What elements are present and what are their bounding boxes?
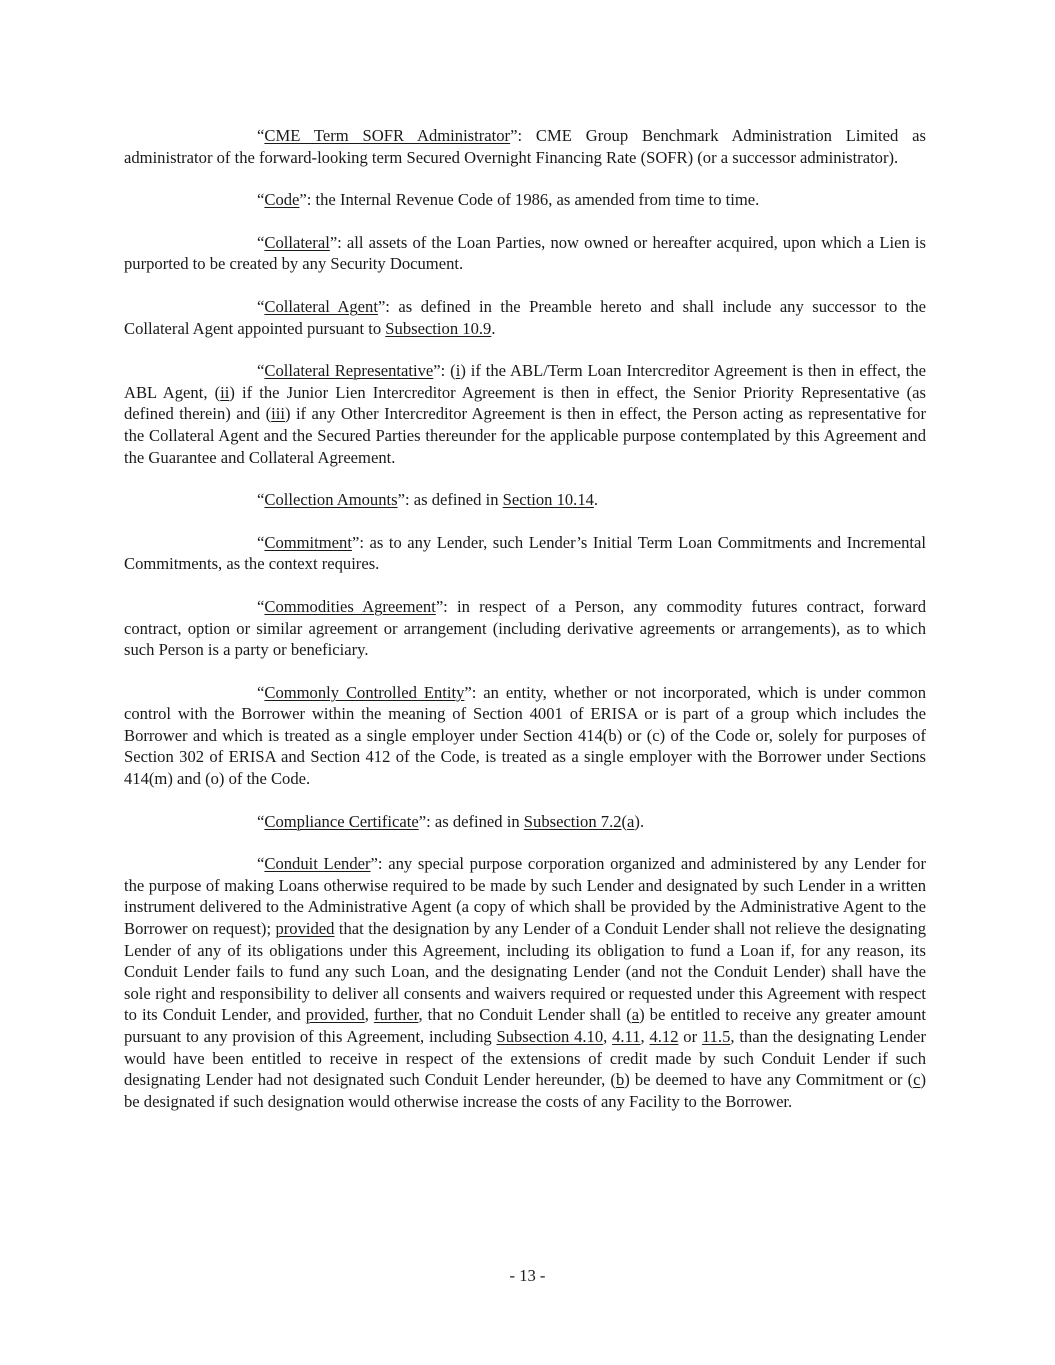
defined-term: Conduit Lender xyxy=(264,854,371,874)
definition-text: ”: as to any Lender, such Lender’s Initial Term Loan Commitments and Incremental Commitments, as the context requires. xyxy=(124,532,926,574)
definition-text: ). xyxy=(634,811,645,831)
defined-term: Collateral Representative xyxy=(264,361,434,381)
defined-term: Commonly Controlled Entity xyxy=(264,682,465,702)
defined-term: CME Term SOFR Administrator xyxy=(264,126,511,145)
definition-text: ) be entitled to receive any greater amount pursuant to any provision of this Agreement, including xyxy=(124,1005,927,1046)
page-number: - 13 - xyxy=(509,1266,546,1285)
definition-text: ”: all assets of the Loan Parties, now owned or hereafter acquired, upon which a Lien is purported to be created by any Security Document. xyxy=(124,232,926,274)
cross-reference: provided xyxy=(275,919,335,939)
cross-reference: 4.11 xyxy=(612,1027,641,1046)
defined-term: Collection Amounts xyxy=(264,490,398,510)
definition-text: . xyxy=(491,318,496,338)
definition-text: ) be designated if such designation would otherwise increase the costs of any Facility to the Borrower. xyxy=(124,1070,927,1111)
cross-reference: further xyxy=(373,1005,419,1025)
cross-reference: i xyxy=(455,361,461,381)
definition-text: ”: any special purpose corporation organized and administered by any Lender for the purpose of making Loans otherwise required to be made by such Lender and designated by such Lender in a written instrument delivered to the Administrative Agent (a copy of which shall be provided by the Administrative Agent to the Borrower on request); xyxy=(124,854,926,939)
definition-text: ”: as defined in the Preamble hereto and shall include any successor to the Collateral Agent appointed pursuant to xyxy=(124,296,927,338)
cross-reference: 4.12 xyxy=(649,1027,679,1046)
defined-term: Code xyxy=(264,190,300,210)
cross-reference: iii xyxy=(271,404,285,424)
definition-text: ”: CME Group Benchmark Administration Limited as administrator of the forward-looking term Secured Overnight Financing Rate (SOFR) (or a successor administrator). xyxy=(124,126,926,167)
defined-term: Collateral Agent xyxy=(264,296,378,316)
definition-text: ”: as defined in xyxy=(418,811,524,831)
definition-text: , xyxy=(640,1027,650,1046)
definition-text: , that no Conduit Lender shall ( xyxy=(418,1005,632,1025)
definition-paragraph: “Collateral Representative”: (i) if the ABL/Term Loan Intercreditor Agreement is then in effect, the ABL Agent, (ii) if the Junior Lien Intercreditor Agreement is then in effect, the Senior Priority Representative (as defined therein) and (iii) if any Other Intercreditor Agreement is then in effect, the Person acting as representative for the Collateral Agent and the Secured Parties thereunder for the applicable purpose contemplated by this Agreement and the Guarantee and Collateral Agreement. xyxy=(124,361,927,467)
definition-paragraph: “Collection Amounts”: as defined in Section 10.14. xyxy=(257,490,599,510)
definitions-list xyxy=(124,125,926,1133)
definition-text: ”: ( xyxy=(433,361,456,381)
definition-paragraph: “Code”: the Internal Revenue Code of 1986, as amended from time to time. xyxy=(257,190,760,210)
defined-term: Commodities Agreement xyxy=(264,596,436,616)
definition-paragraph: “Collateral Agent”: as defined in the Preamble hereto and shall include any successor to the Collateral Agent appointed pursuant to Subsection 10.9. xyxy=(124,296,927,338)
definition-text: ) if any Other Intercreditor Agreement is then in effect, the Person acting as representative for the Collateral Agent and the Secured Parties thereunder for the applicable purpose contemplated by this Agreement and the Guarantee and Collateral Agreement. xyxy=(124,404,926,467)
cross-reference: b xyxy=(615,1070,625,1090)
cross-reference: 11.5 xyxy=(701,1027,731,1046)
definition-text: ) if the ABL/Term Loan Intercreditor Agreement is then in effect, the ABL Agent, ( xyxy=(124,361,926,402)
defined-term: Collateral xyxy=(264,232,330,252)
definition-text: ”: as defined in xyxy=(397,490,503,510)
definition-text: or xyxy=(678,1027,702,1046)
cross-reference: Subsection 7.2 xyxy=(523,811,622,831)
defined-term: Commitment xyxy=(264,532,352,552)
cross-reference: a xyxy=(631,1005,640,1025)
cross-reference: Section 10.14 xyxy=(502,490,594,510)
definition-text: , xyxy=(364,1005,374,1025)
cross-reference: provided xyxy=(305,1005,365,1025)
definition-text: ( xyxy=(621,811,628,831)
definition-paragraph: “Conduit Lender”: any special purpose corporation organized and administered by any Lender for the purpose of making Loans otherwise required to be made by such Lender and designated by such Lender in a written instrument delivered to the Administrative Agent (a copy of which shall be provided by the Administrative Agent to the Borrower on request); provided that the designation by any Lender of a Conduit Lender shall not relieve the designating Lender of any of its obligations under this Agreement, including its obligation to fund a Loan if, for any reason, its Conduit Lender fails to fund any such Loan, and the designating Lender (and not the Conduit Lender) shall have the sole right and responsibility to deliver all consents and waivers required or requested under this Agreement with respect to its Conduit Lender, and provided, further, that no Conduit Lender shall (a) be entitled to receive any greater amount pursuant to any provision of this Agreement, including Subsection 4.10, 4.11, 4.12 or 11.5, than the designating Lender would have been entitled to receive in respect of the extensions of credit made by such Conduit Lender if such designating Lender had not designated such Conduit Lender hereunder, (b) be deemed to have any Commitment or (c) be designated if such designation would otherwise increase the costs of any Facility to the Borrower. xyxy=(124,854,927,1111)
definition-text: . xyxy=(593,490,599,510)
definition-text: ) if the Junior Lien Intercreditor Agreement is then in effect, the Senior Priority Representative (as defined therein) and ( xyxy=(124,382,927,424)
cross-reference: Subsection 10.9 xyxy=(385,318,492,338)
definition-text: ”: in respect of a Person, any commodity futures contract, forward contract, option or similar agreement or arrangement (including derivative agreements or arrangements), as to which such Person is a party or beneficiary. xyxy=(124,596,926,660)
definition-text: ”: the Internal Revenue Code of 1986, as amended from time to time. xyxy=(299,190,760,210)
cross-reference: c xyxy=(913,1070,921,1090)
definition-text: , xyxy=(603,1027,613,1046)
definition-text: that the designation by any Lender of a Conduit Lender shall not relieve the designating Lender of any of its obligations under this Agreement, including its obligation to fund a Loan if, for any reason, its Conduit Lender fails to fund any such Loan, and the designating Lender (and not the Conduit Lender) shall have the sole right and responsibility to deliver all consents and waivers required or requested under this Agreement with respect to its Conduit Lender, and xyxy=(124,919,926,1025)
cross-reference: Subsection 4.10 xyxy=(496,1027,604,1046)
definition-paragraph: “CME Term SOFR Administrator”: CME Group Benchmark Administration Limited as administrator of the forward-looking term Secured Overnight Financing Rate (SOFR) (or a successor administrator). xyxy=(124,126,926,167)
definition-text: ) be deemed to have any Commitment or ( xyxy=(624,1070,914,1090)
defined-term: Compliance Certificate xyxy=(264,811,419,831)
definition-paragraph: “Commonly Controlled Entity”: an entity, whether or not incorporated, which is under common control with the Borrower within the meaning of Section 4001 of ERISA or is part of a group which includes the Borrower and which is treated as a single employer under Section 414(b) or (c) of the Code or, solely for purposes of Section 302 of ERISA and Section 412 of the Code, is treated as a single employer with the Borrower under Sections 414(m) and (o) of the Code. xyxy=(124,682,926,789)
definition-text: , than the designating Lender would have been entitled to receive in respect of the extensions of credit made by such Conduit Lender if such designating Lender had not designated such Conduit Lender hereunder, ( xyxy=(124,1027,927,1090)
cross-reference: ii xyxy=(220,382,230,402)
definition-paragraph: “Commodities Agreement”: in respect of a Person, any commodity futures contract, forward contract, option or similar agreement or arrangement (including derivative agreements or arrangements), as to which such Person is a party or beneficiary. xyxy=(124,596,926,660)
definition-paragraph: “Collateral”: all assets of the Loan Parties, now owned or hereafter acquired, upon which a Lien is purported to be created by any Security Document. xyxy=(124,232,926,274)
definition-paragraph: “Compliance Certificate”: as defined in Subsection 7.2(a). xyxy=(257,811,645,831)
definition-paragraph: “Commitment”: as to any Lender, such Lender’s Initial Term Loan Commitments and Incremental Commitments, as the context requires. xyxy=(124,532,926,574)
definition-text: ”: an entity, whether or not incorporated, which is under common control with the Borrower within the meaning of Section 4001 of ERISA or is part of a group which includes the Borrower and which is treated as a single employer under Section 414(b) or (c) of the Code or, solely for purposes of Section 302 of ERISA and Section 412 of the Code, is treated as a single employer with the Borrower under Sections 414(m) and (o) of the Code. xyxy=(124,682,926,789)
cross-reference: a xyxy=(627,811,635,831)
